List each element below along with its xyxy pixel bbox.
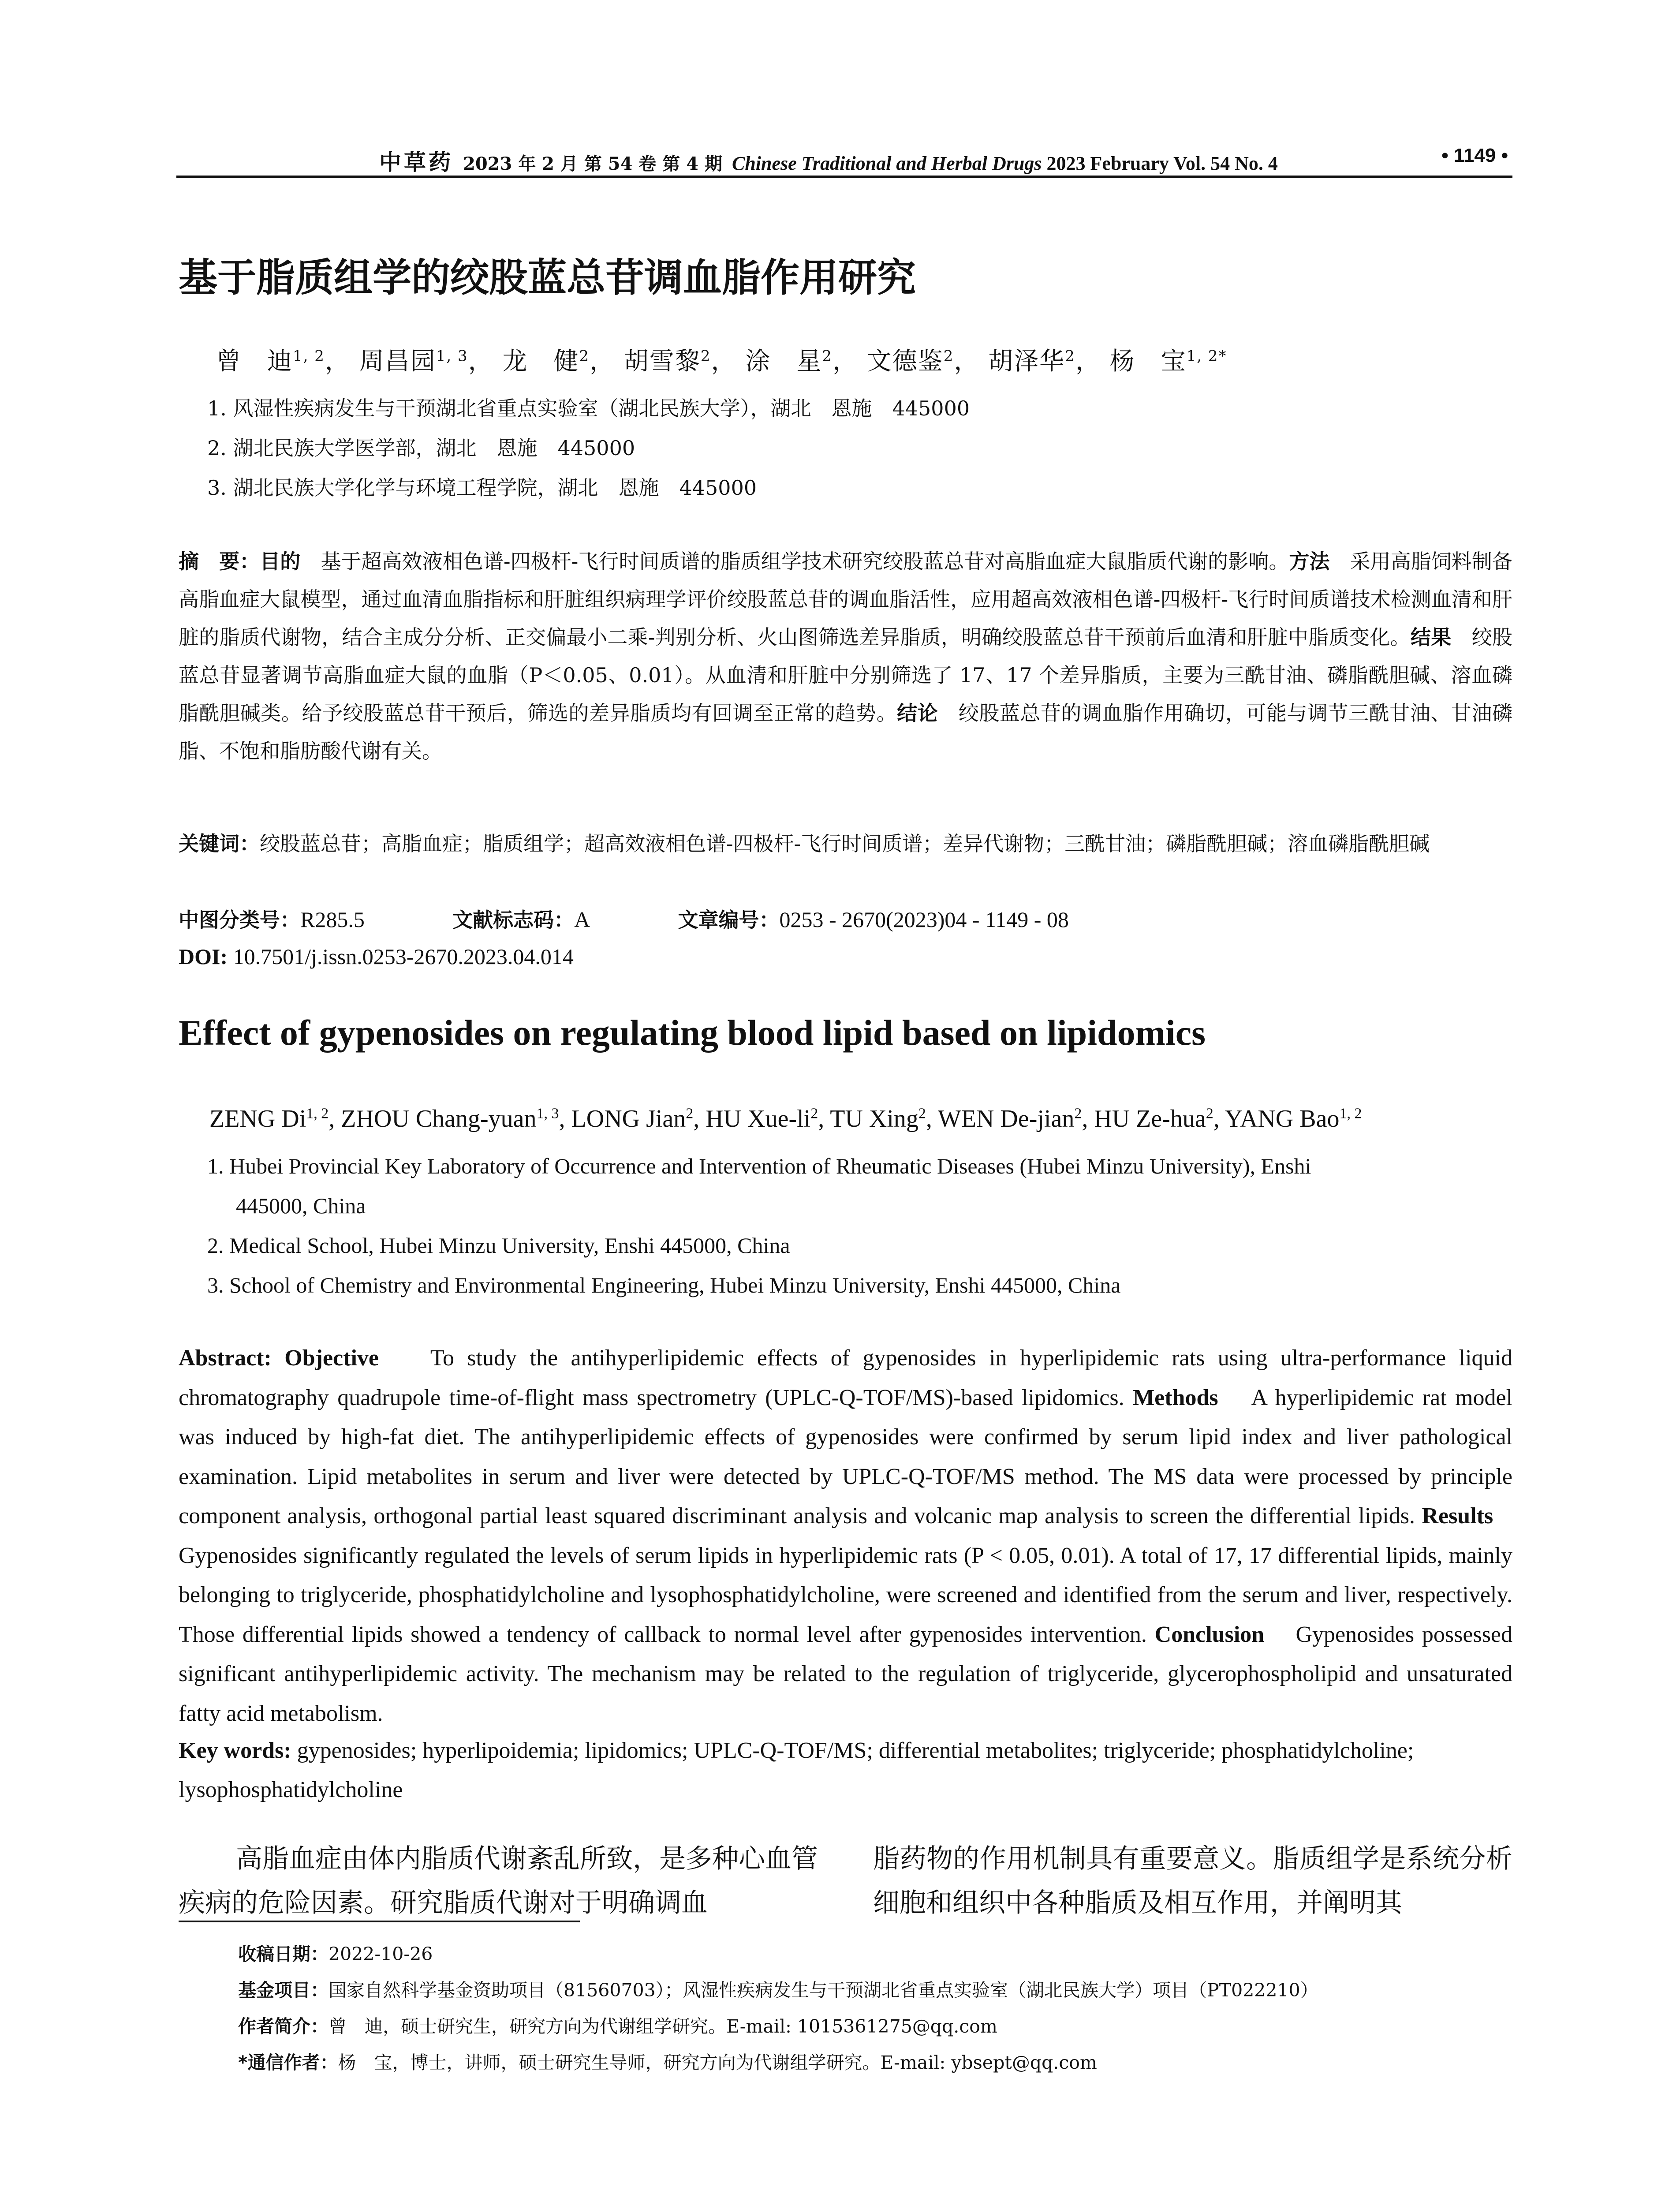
- keywords-cn-label: 关键词：: [179, 832, 260, 856]
- conclusion-cn-label: 结论: [897, 701, 938, 725]
- doc-code-value: A: [574, 907, 590, 932]
- author-en: YANG Bao$^{1, 2}$: [1225, 1105, 1362, 1132]
- title-en: Effect of gypenosides on regulating blood lipid based on lipidomics: [179, 1013, 1206, 1053]
- results-cn: 绞股蓝总苷显著调节高脂血症大鼠的血脂（P＜0.05、0.01）。从血清和肝脏中分别筛选了 17、17 个差异脂质，主要为三酰甘油、磷脂酰胆碱、溶血磷脂酰胆碱类。给予绞股蓝总苷干预后，筛选的差异脂质均有回调至正常的趋势。: [179, 625, 1513, 725]
- doi-line: [179, 944, 574, 969]
- methods-en-label: Methods: [1133, 1385, 1218, 1410]
- conclusion-en: Gypenosides possessed significant antihyperlipidemic activity. The mechanism may be related to the regulation of triglyceride, glycerophospholipid and unsaturated fatty acid metabolism.: [179, 1622, 1513, 1726]
- author-cn: 胡雪黎$^2$: [623, 347, 711, 376]
- author-cn: 龙 健$^2$: [502, 347, 590, 376]
- objective-en: To study the antihyperlipidemic effects of gypenosides in hyperlipidemic rats using ultra-performance liquid chromatography quadrupole time-of-flight mass spectrometry (UPLC-Q-TOF/MS)-based lipidomics.: [179, 1345, 1513, 1410]
- affiliation-cn-3: 3. 湖北民族大学化学与环境工程学院，湖北 恩施 445000: [207, 476, 757, 500]
- affiliation-en-1: 1. Hubei Provincial Key Laboratory of Occurrence and Intervention of Rheumatic Diseases (Hubei Minzu University), Enshi: [207, 1154, 1311, 1178]
- doc-code-label: 文献标志码：: [452, 908, 575, 932]
- doi-label: DOI:: [179, 944, 228, 969]
- objective-cn: 基于超高效液相色谱-四极杆-飞行时间质谱的脂质组学技术研究绞股蓝总苷对高脂血症大鼠脂质代谢的影响。: [321, 549, 1289, 573]
- author-en: HU Xue-$li^2$: [706, 1105, 818, 1132]
- abstract-en: [179, 1338, 1512, 1733]
- author-en: TU Xing$^2$: [830, 1105, 926, 1132]
- issue-date-en: 2023 February Vol. 54 No. 4: [1046, 153, 1278, 174]
- author-cn: 杨 宝$^{1, 2*}$: [1109, 347, 1227, 376]
- keywords-cn-text: 绞股蓝总苷；高脂血症；脂质组学；超高效液相色谱-四极杆-飞行时间质谱；差异代谢物；三酰甘油；磷脂酰胆碱；溶血磷脂酰胆碱: [260, 832, 1430, 856]
- abstract-cn: [179, 542, 1512, 770]
- abstract-cn-label: 摘 要：: [179, 549, 260, 573]
- authors-en: ZENG Di$^{1, 2}$, ZHOU Chang-yuan$^{1, 3}$, LONG Jian$^2$, HU Xue-$li^2$, TU Xing$^2$, WEN De-jian$^2$, HU Ze-hua$^2$, YANG Bao$^{1, 2}$: [209, 1105, 1362, 1132]
- clc-value: R285.5: [300, 907, 365, 932]
- journal-name-cn: 中草药: [379, 149, 453, 175]
- affiliation-cn-1: 1. 风湿性疾病发生与干预湖北省重点实验室（湖北民族大学），湖北 恩施 445000: [207, 396, 970, 420]
- issue-date-cn: 2023 年 2 月 第 54 卷 第 4 期: [463, 153, 722, 174]
- conclusion-cn: 绞股蓝总苷的调血脂作用确切，可能与调节三酰甘油、甘油磷脂、不饱和脂肪酸代谢有关。: [179, 701, 1512, 763]
- keywords-en: [179, 1731, 1512, 1809]
- affiliation-cn-2: 2. 湖北民族大学医学部，湖北 恩施 445000: [207, 436, 635, 460]
- conclusion-en-label: Conclusion: [1154, 1622, 1265, 1647]
- author-en: LONG Jian$^2$: [571, 1105, 694, 1132]
- author-cn: 文德鉴$^2$: [866, 347, 954, 376]
- results-cn-label: 结果: [1410, 625, 1452, 649]
- classification-line: [179, 904, 1069, 933]
- doi-link[interactable]: 10.7501/j.issn.0253-2670.2023.04.014: [233, 944, 574, 969]
- abstract-en-label: Abstract:: [179, 1345, 272, 1371]
- footnote-funding: 基金项目：国家自然科学基金资助项目（81560703）；风湿性疾病发生与干预湖北省重点实验室（湖北民族大学）项目（PT022210）: [238, 1980, 1318, 2001]
- author-en: HU Ze-hua$^2$: [1094, 1105, 1213, 1132]
- author-en: ZENG Di$^{1, 2}$: [209, 1105, 329, 1132]
- affiliation-en-1-cont: 445000, China: [236, 1193, 366, 1218]
- footnote-received: 收稿日期：2022-10-26: [238, 1943, 433, 1965]
- header-rule: [176, 176, 1512, 178]
- author-cn: 曾 迪$^{1, 2}$: [216, 347, 325, 376]
- results-en: Gypenosides significantly regulated the levels of serum lipids in hyperlipidemic rats (P < 0.05, 0.01). A total of 17, 17 differential lipids, mainly belonging to triglyceride, phosphatidylcholine and lysophosphatidylcholine, were screened and identified from the serum and liver, respectively. Those differential lipids showed a tendency of callback to normal level after gypenosides intervention.: [179, 1543, 1512, 1647]
- footnote-rule: [179, 1921, 580, 1922]
- clc-label: 中图分类号：: [179, 908, 300, 932]
- keywords-en-text: gypenosides; hyperlipoidemia; lipidomics; UPLC-Q-TOF/MS; differential metabolites; triglyceride; phosphatidylcholine; lysophosphatidylcholine: [179, 1738, 1414, 1802]
- footnote-corresponding: *通信作者：杨 宝，博士，讲师，硕士研究生导师，研究方向为代谢组学研究。E-mail: ybsept@qq.com: [238, 2052, 1097, 2073]
- methods-en: A hyperlipidemic rat model was induced by high-fat diet. The antihyperlipidemic effects of gypenosides were confirmed by serum lipid index and liver pathological examination. Lipid metabolites in serum and liver were detected by UPLC-Q-TOF/MS method. The MS data were processed by principle component analysis, orthogonal partial least squared discriminant analysis and volcanic map analysis to screen the differential lipids.: [179, 1385, 1513, 1529]
- article-no-label: 文章编号：: [678, 908, 780, 932]
- objective-cn-label: 目的: [260, 549, 301, 573]
- author-cn: 周昌园$^{1, 3}$: [359, 347, 468, 376]
- author-cn: 涂 星$^2$: [745, 347, 833, 376]
- author-en: WEN De-jian$^2$: [937, 1105, 1082, 1132]
- objective-en-label: Objective: [284, 1345, 379, 1371]
- author-cn: 胡泽华$^2$: [988, 347, 1075, 376]
- methods-cn-label: 方法: [1289, 549, 1330, 573]
- journal-citation: [379, 145, 1278, 176]
- keywords-cn: [179, 825, 1512, 863]
- running-header: [176, 140, 1512, 176]
- authors-cn: 曾 迪$^{1, 2}$， 周昌园$^{1, 3}$， 龙 健$^2$， 胡雪黎$^2$， 涂 星$^2$， 文德鉴$^2$， 胡泽华$^2$， 杨 宝$^{1, 2*}$: [216, 347, 1227, 376]
- results-en-label: Results: [1422, 1503, 1493, 1529]
- article-no-value: 0253 - 2670(2023)04 - 1149 - 08: [779, 907, 1069, 932]
- body-column-right: 脂药物的作用机制具有重要意义。脂质组学是系统分析细胞和组织中各种脂质及相互作用，并阐明其: [873, 1843, 1512, 1918]
- journal-name-en: Chinese Traditional and Herbal Drugs: [732, 153, 1042, 174]
- affiliation-en-3: 3. School of Chemistry and Environmental Engineering, Hubei Minzu University, Enshi 445000, China: [207, 1273, 1121, 1297]
- keywords-en-label: Key words:: [179, 1738, 291, 1763]
- author-en: ZHOU Chang-yuan$^{1, 3}$: [341, 1105, 559, 1132]
- footnote-author-bio: 作者简介：曾 迪，硕士研究生，研究方向为代谢组学研究。E-mail: 1015361275@qq.com: [238, 2016, 997, 2037]
- title-cn: 基于脂质组学的绞股蓝总苷调血脂作用研究: [179, 255, 916, 300]
- methods-cn: 采用高脂饲料制备高脂血症大鼠模型，通过血清血脂指标和肝脏组织病理学评价绞股蓝总苷的调血脂活性，应用超高效液相色谱-四极杆-飞行时间质谱技术检测血清和肝脏的脂质代谢物，结合主成分分析、正交偏最小二乘-判别分析、火山图筛选差异脂质，明确绞股蓝总苷干预前后血清和肝脏中脂质变化。: [179, 549, 1513, 649]
- page-number: • 1149 •: [1441, 145, 1508, 166]
- affiliation-en-2: 2. Medical School, Hubei Minzu University, Enshi 445000, China: [207, 1233, 790, 1258]
- body-column-left: 高脂血症由体内脂质代谢紊乱所致，是多种心血管疾病的危险因素。研究脂质代谢对于明确调血: [179, 1843, 818, 1918]
